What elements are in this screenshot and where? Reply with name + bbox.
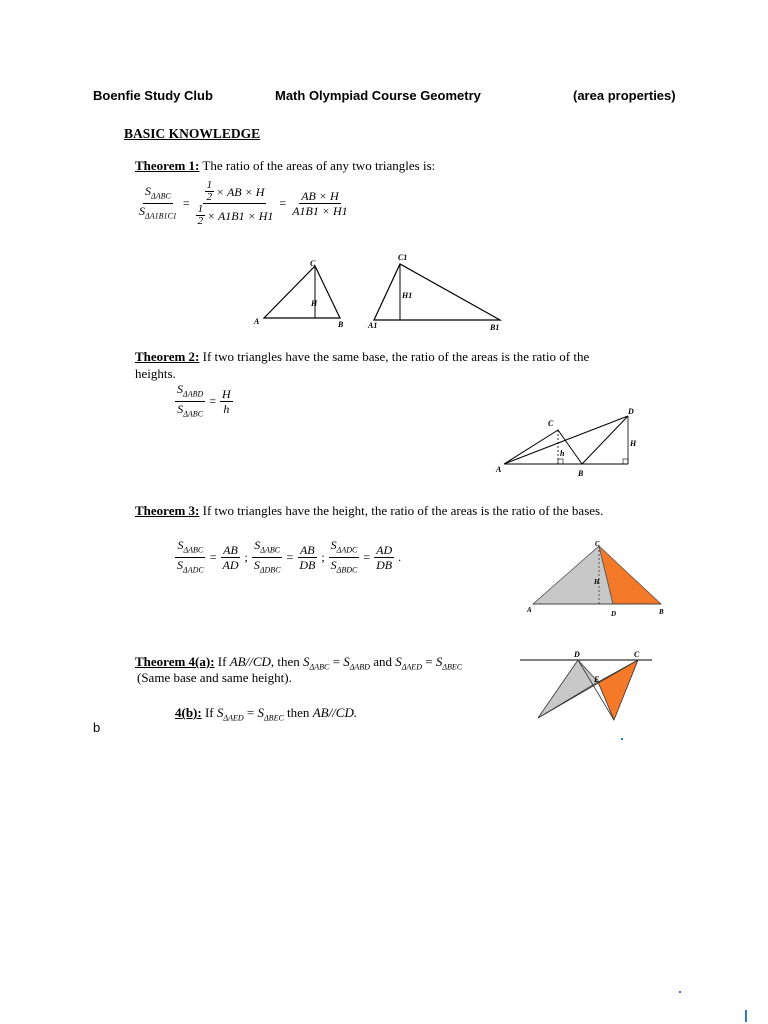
- theorem4a-note: (Same base and same height).: [137, 670, 292, 685]
- triangle-bec-orange: [598, 660, 638, 720]
- theorem4-figure: [518, 645, 658, 725]
- label-a: A: [254, 317, 260, 326]
- right-angle-mark: [623, 459, 628, 464]
- theorem1-statement: [135, 158, 435, 174]
- equals-sign: =: [279, 196, 287, 210]
- theorem2-text: If two triangles have the same base, the ratio of the areas is the ratio of the heights.: [135, 349, 590, 381]
- theorem4a-statement: Theorem 4(a): If AB//CD, then $S_{\Delta ABC} = S_{\Delta ABD}$ and $S_{\Delta AED} = S_{\Delta BEC}$: [135, 654, 463, 672]
- theorem1-figure: [250, 252, 510, 337]
- blue-dot: [621, 738, 623, 740]
- theorem1-frac-mid: $\frac{1}{2}$ × AB × H $\frac{1}{2}$ × A1B1 × H1: [197, 179, 274, 227]
- label-b: B: [659, 608, 664, 616]
- label-e: E: [594, 675, 600, 684]
- label-c: C: [634, 650, 640, 659]
- theorem4a-label: Theorem 4(a):: [135, 654, 215, 669]
- label-a: A: [496, 465, 502, 474]
- label-h: H: [630, 439, 637, 448]
- theorem1-frac-left: $\frac{S_{\Delta ABC}}{S_{\Delta A1B1C1}}$: [139, 183, 177, 221]
- right-angle-mark: [558, 459, 563, 464]
- triangle-abd: [504, 416, 628, 464]
- label-b1: B1: [490, 323, 500, 332]
- label-c: C: [595, 540, 600, 548]
- label-a1: A1: [368, 321, 378, 330]
- theorem1-equation: [137, 180, 350, 227]
- theorem1-frac-right: $\frac{AB \times H}{A1B1 \times H1}$: [292, 189, 348, 218]
- label-small-h: h: [560, 449, 565, 458]
- header-club: Boenfie Study Club: [93, 88, 213, 103]
- theorem4b-label: 4(b):: [175, 705, 202, 720]
- header-course: Math Olympiad Course Geometry: [275, 88, 481, 103]
- label-h: H: [311, 299, 318, 308]
- triangle-aed-gray: [538, 660, 598, 718]
- theorem2-label: Theorem 2:: [135, 349, 200, 364]
- theorem2-equation: $\frac{S_{\Delta ABD}}{S_{\Delta ABC}}$ = $\frac{H}{h}$: [177, 382, 231, 419]
- theorem3-equations: $\frac{S_{\Delta ABC}}{S_{\Delta ADC}}$ = $\frac{AB}{AD}$ ; $\frac{S_{\Delta ABC}}{S_{\Delta DBC}}$ = $\frac{AB}{DB}$ ; $\frac{S_{\Delta ADC}}{S_{\Delta BDC}}$ = $\frac{AD}{DB}$ .: [177, 538, 402, 575]
- label-d: D: [611, 610, 617, 618]
- triangle-abc: [264, 266, 340, 318]
- theorem3-label: Theorem 3:: [135, 503, 200, 518]
- theorem4b-statement: 4(b): If $S_{\Delta AED} = S_{\Delta BEC}$ then AB//CD.: [175, 705, 358, 723]
- header-topic: (area properties): [573, 88, 676, 103]
- theorem2-figure: [490, 402, 650, 482]
- theorem2-statement: [135, 348, 615, 382]
- label-c: C: [548, 419, 554, 428]
- theorem1-label: Theorem 1:: [135, 158, 200, 173]
- label-h: H: [594, 578, 600, 586]
- label-b: B: [338, 320, 344, 329]
- label-h1: H1: [402, 291, 413, 300]
- triangle-a1b1c1: [374, 264, 500, 320]
- label-c: C: [310, 259, 316, 268]
- theorem1-text: The ratio of the areas of any two triangles is:: [202, 158, 436, 173]
- label-d: D: [574, 650, 580, 659]
- theorem3-statement: [135, 503, 603, 519]
- label-d: D: [628, 407, 634, 416]
- equals-sign: =: [182, 196, 190, 210]
- blue-dot: [679, 991, 681, 993]
- section-title: BASIC KNOWLEDGE: [124, 126, 261, 141]
- theorem3-text: If two triangles have the height, the ratio of the areas is the ratio of the bases.: [202, 503, 604, 518]
- label-b: B: [578, 469, 584, 478]
- theorem3-figure: [525, 538, 675, 620]
- label-a: A: [527, 606, 532, 614]
- label-c1: C1: [398, 253, 408, 262]
- stray-letter: b: [93, 720, 101, 735]
- triangle-abc: [504, 430, 582, 464]
- blue-mark: [745, 1010, 747, 1022]
